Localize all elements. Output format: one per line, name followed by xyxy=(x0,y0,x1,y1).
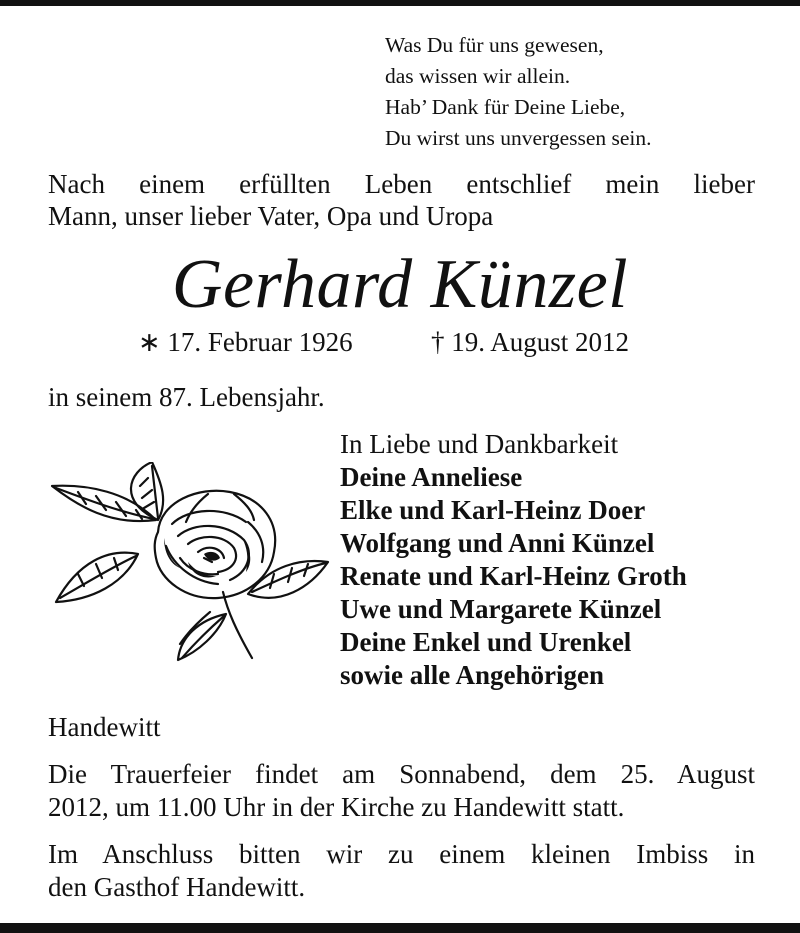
intro-text xyxy=(48,168,755,232)
mourners-block xyxy=(340,428,780,692)
mourner-name: sowie alle Angehörigen xyxy=(340,660,604,690)
place-name: Handewitt xyxy=(48,712,161,742)
funeral-line: 2012, um 11.00 Uhr in der Kirche zu Handewitt statt. xyxy=(48,792,625,822)
age-text: in seinem 87. Lebensjahr. xyxy=(48,382,325,412)
intro-line: Nach einem erfüllten Leben entschlief mein lieber xyxy=(48,169,755,199)
death-date: † 19. August 2012 xyxy=(431,327,630,357)
reception-line: Im Anschluss bitten wir zu einem kleinen Imbiss in xyxy=(48,839,755,869)
mourner-name: Renate und Karl-Heinz Groth xyxy=(340,561,687,591)
mourner-name: Uwe und Margarete Künzel xyxy=(340,594,662,624)
mourners-lead: In Liebe und Dankbarkeit xyxy=(340,429,619,459)
funeral-line: Die Trauerfeier findet am Sonnabend, dem 25. August xyxy=(48,759,755,789)
poem-line: Hab’ Dank für Deine Liebe, xyxy=(385,95,626,119)
poem-line: Was Du für uns gewesen, xyxy=(385,33,604,57)
reception-line: den Gasthof Handewitt. xyxy=(48,872,306,902)
mourner-name: Wolfgang und Anni Künzel xyxy=(340,528,655,558)
rose-icon xyxy=(48,462,330,662)
deceased-name: Gerhard Künzel xyxy=(171,246,629,323)
poem-line: das wissen wir allein. xyxy=(385,64,571,88)
mourner-name: Deine Anneliese xyxy=(340,462,523,492)
poem-line: Du wirst uns unvergessen sein. xyxy=(385,126,652,150)
reception-info xyxy=(48,838,755,904)
top-border xyxy=(0,0,800,6)
memorial-poem xyxy=(385,30,775,154)
funeral-info xyxy=(48,758,755,824)
intro-line: Mann, unser lieber Vater, Opa und Uropa xyxy=(48,201,494,231)
birth-date: ∗ 17. Februar 1926 xyxy=(138,327,353,357)
mourner-name: Deine Enkel und Urenkel xyxy=(340,627,632,657)
mourner-name: Elke und Karl-Heinz Doer xyxy=(340,495,646,525)
bottom-border xyxy=(0,923,800,933)
